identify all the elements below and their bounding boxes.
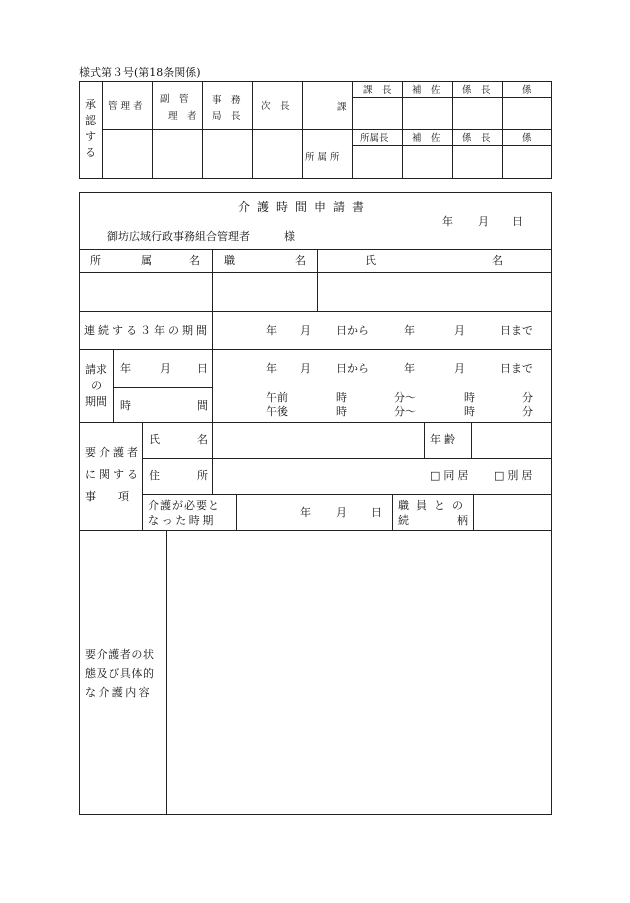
status-label-3: な介護内容 [85, 686, 152, 699]
living-apart-checkbox[interactable]: □別居 [494, 469, 536, 482]
label-bureau-bottom: 局 長 [212, 111, 241, 122]
care-age-input[interactable] [472, 423, 551, 458]
am-min-to: 分～ [394, 391, 416, 404]
date-month: 月 [478, 215, 489, 228]
care-age-label: 年齢 [430, 433, 458, 446]
approval-side-label-2: 認 [85, 114, 96, 127]
label-bureau-top: 事 務 [212, 95, 241, 106]
header-affiliation-3: 名 [189, 254, 200, 267]
req-date-label-month: 月 [160, 362, 171, 375]
need-time-label-1: 介護が必要と [148, 499, 220, 512]
care-address-input[interactable] [213, 459, 424, 494]
bottom-row-cell-3: 係 長 [462, 133, 491, 144]
care-name-1: 氏 [149, 433, 160, 446]
request-label-1: 請求 [85, 363, 107, 376]
relation-label-1: 職員との [398, 499, 470, 512]
need-month: 月 [336, 506, 347, 519]
need-day: 日 [371, 506, 382, 519]
care-name-input[interactable] [213, 423, 424, 458]
req-from-day: 日から [336, 362, 369, 375]
period3-label: 連続する３年の期間 [84, 324, 210, 337]
req-to-year: 年 [404, 362, 415, 375]
period3-from-month: 月 [300, 324, 311, 337]
am-to-hour: 時 [464, 391, 475, 404]
care-label-1: 要介護者 [85, 446, 141, 459]
period3-to-month: 月 [454, 324, 465, 337]
request-label-2: の [91, 379, 102, 392]
need-year: 年 [300, 506, 311, 519]
form-title: 介護時間申請書 [238, 200, 372, 214]
care-content-input[interactable] [167, 531, 551, 814]
header-position-2: 名 [295, 254, 306, 267]
date-year: 年 [442, 215, 453, 228]
care-label-2: に関する [85, 468, 141, 481]
pm-to-minute: 分 [522, 405, 533, 418]
care-name-2: 名 [197, 433, 208, 446]
date-day: 日 [512, 215, 523, 228]
am-hour: 時 [336, 391, 347, 404]
req-from-month: 月 [300, 362, 311, 375]
approval-side-label-1: 承 [85, 98, 96, 111]
header-name-1: 氏 [365, 254, 376, 267]
approval-side-label-3: す [85, 130, 96, 143]
pm-label: 午後 [266, 405, 288, 418]
req-time-label-1: 時 [120, 399, 131, 412]
req-from-year: 年 [266, 362, 277, 375]
header-name-2: 名 [492, 254, 503, 267]
care-address-2: 所 [197, 469, 208, 482]
label-deputy: 次 長 [261, 101, 290, 112]
bottom-row-cell-2: 補 佐 [412, 133, 441, 144]
living-together-checkbox[interactable]: □同居 [430, 469, 472, 482]
pm-hour: 時 [336, 405, 347, 418]
req-date-label-day: 日 [197, 362, 208, 375]
honorific: 様 [284, 230, 295, 243]
am-to-minute: 分 [522, 391, 533, 404]
label-affiliation: 所属所 [305, 152, 343, 163]
req-to-day: 日まで [500, 362, 533, 375]
label-vice-admin-bottom: 理 者 [168, 111, 197, 122]
top-row-cell-4: 係 [522, 85, 532, 96]
label-admin: 管理者 [108, 101, 146, 112]
req-date-label-year: 年 [120, 362, 131, 375]
period3-from-day: 日から [336, 324, 369, 337]
period3-from-year: 年 [266, 324, 277, 337]
pm-to-hour: 時 [464, 405, 475, 418]
header-affiliation-2: 属 [141, 254, 152, 267]
care-address-1: 住 [149, 469, 160, 482]
affiliation-input[interactable] [80, 273, 212, 311]
request-label-3: 期間 [85, 395, 107, 408]
top-row-cell-1: 課 長 [363, 85, 392, 96]
top-row-cell-3: 係 長 [462, 85, 491, 96]
label-vice-admin-top: 副 管 [160, 94, 189, 105]
pm-min-to: 分～ [394, 405, 416, 418]
header-affiliation-1: 所 [90, 254, 101, 267]
relation-input[interactable] [474, 495, 551, 530]
relation-label-2b: 柄 [457, 514, 468, 527]
position-input[interactable] [213, 273, 317, 311]
addressee: 御坊広域行政事務組合管理者 [107, 230, 250, 243]
name-input[interactable] [318, 273, 551, 311]
care-label-3: 事 項 [85, 490, 129, 503]
period3-to-year: 年 [404, 324, 415, 337]
approval-side-label-4: る [85, 146, 96, 159]
am-label: 午前 [266, 391, 288, 404]
bottom-row-cell-4: 係 [522, 133, 532, 144]
relation-label-2a: 続 [398, 514, 409, 527]
status-label-2: 態及び具体的 [85, 667, 155, 680]
need-time-label-2: なった時期 [148, 514, 216, 527]
status-label-1: 要介護者の状 [85, 648, 155, 661]
header-position-1: 職 [224, 254, 235, 267]
bottom-row-cell-1: 所属長 [360, 133, 389, 144]
form-number: 様式第３号(第18条関係) [79, 66, 201, 79]
req-time-label-2: 間 [197, 399, 208, 412]
period3-to-day: 日まで [500, 324, 533, 337]
req-to-month: 月 [454, 362, 465, 375]
top-row-cell-2: 補 佐 [412, 85, 441, 96]
label-section: 課 [337, 102, 347, 113]
